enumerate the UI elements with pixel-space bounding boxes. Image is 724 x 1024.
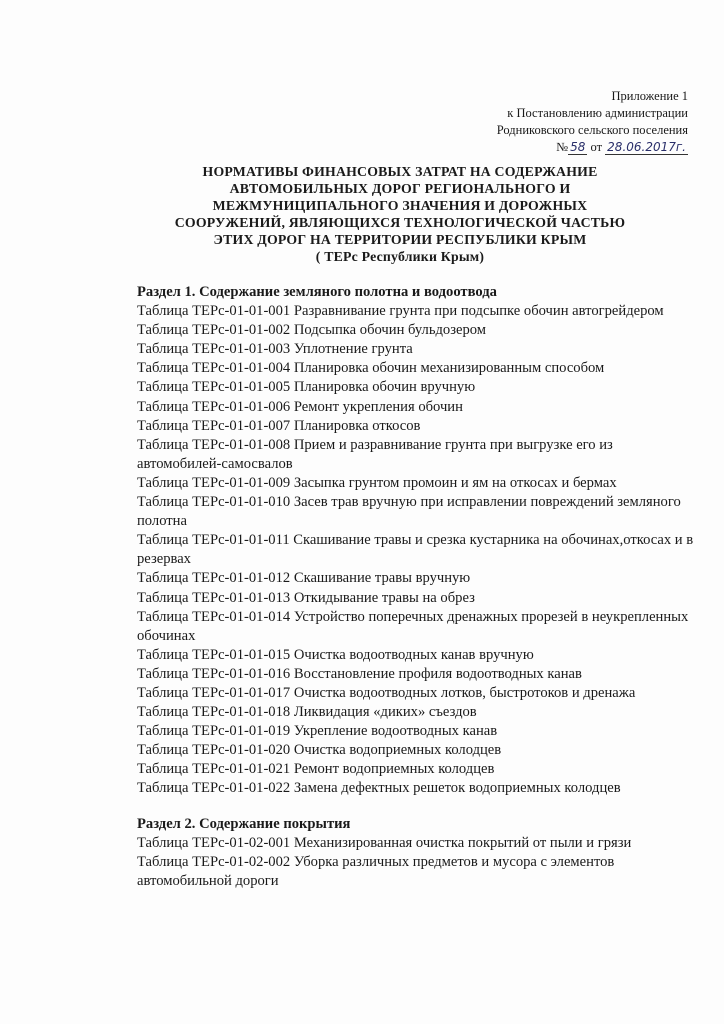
list-item: Таблица ТЕРс-01-01-019 Укрепление водоотводных канав	[137, 723, 498, 740]
list-item: Таблица ТЕРс-01-01-008 Прием и разравнивание грунта при выгрузке его из автомобилей-самосвалов	[137, 436, 613, 472]
list-item: Таблица ТЕРс-01-01-010 Засев трав вручную при исправлении повреждений земляного полотна	[137, 494, 681, 530]
document-title	[150, 163, 650, 265]
number-prefix: №	[556, 140, 569, 154]
appendix-block	[428, 88, 688, 156]
list-item: Таблица ТЕРс-01-02-002 Уборка различных предметов и мусора с элементов автомобильной дороги	[137, 853, 615, 889]
list-item: Таблица ТЕРс-01-01-014 Устройство поперечных дренажных прорезей в неукрепленных обочинах	[137, 608, 689, 644]
list-item: Таблица ТЕРс-01-01-020 Очистка водоприемных колодцев	[137, 742, 502, 759]
date-prefix: от	[590, 140, 603, 154]
section-spacer	[137, 799, 697, 815]
list-item: Таблица ТЕРс-01-01-009 Засыпка грунтом промоин и ям на откосах и бермах	[137, 474, 617, 491]
list-item: Таблица ТЕРс-01-01-003 Уплотнение грунта	[137, 341, 413, 358]
list-item: Таблица ТЕРс-01-01-012 Скашивание травы вручную	[137, 570, 471, 587]
handwritten-date: 28.06.2017г.	[607, 140, 686, 154]
list-item: Таблица ТЕРс-01-01-015 Очистка водоотводных канав вручную	[137, 646, 534, 663]
list-item: Таблица ТЕРс-01-01-001 Разравнивание грунта при подсыпке обочин автогрейдером	[137, 303, 664, 320]
list-item: Таблица ТЕРс-01-01-017 Очистка водоотводных лотков, быстротоков и дренажа	[137, 684, 636, 701]
handwritten-number: 58	[570, 140, 586, 154]
list-item: Таблица ТЕРс-01-01-011 Скашивание травы и срезка кустарника на обочинах,откосах и в резервах	[137, 532, 694, 568]
appendix-line-1: Приложение 1	[611, 89, 688, 103]
appendix-line-2: к Постановлению администрации	[507, 106, 688, 120]
section-1-list	[137, 302, 697, 798]
list-item: Таблица ТЕРс-01-02-001 Механизированная очистка покрытий от пыли и грязи	[137, 834, 632, 851]
document-body	[137, 283, 697, 891]
appendix-number-line	[428, 139, 688, 156]
list-item: Таблица ТЕРс-01-01-004 Планировка обочин механизированным способом	[137, 360, 605, 377]
section-1-title: Раздел 1. Содержание земляного полотна и водоотвода	[137, 284, 497, 300]
title-line: МЕЖМУНИЦИПАЛЬНОГО ЗНАЧЕНИЯ И ДОРОЖНЫХ	[212, 198, 588, 213]
appendix-line-3: Родниковского сельского поселения	[496, 123, 688, 137]
list-item: Таблица ТЕРс-01-01-018 Ликвидация «диких» съездов	[137, 704, 477, 721]
list-item: Таблица ТЕРс-01-01-021 Ремонт водоприемных колодцев	[137, 761, 495, 778]
title-line: ( ТЕРс Республики Крым)	[315, 249, 485, 264]
title-line: НОРМАТИВЫ ФИНАНСОВЫХ ЗАТРАТ НА СОДЕРЖАНИЕ	[202, 164, 598, 179]
title-line: АВТОМОБИЛЬНЫХ ДОРОГ РЕГИОНАЛЬНОГО И	[229, 181, 571, 196]
list-item: Таблица ТЕРс-01-01-002 Подсыпка обочин бульдозером	[137, 322, 487, 339]
section-2-list	[137, 834, 697, 891]
title-line: СООРУЖЕНИЙ, ЯВЛЯЮЩИХСЯ ТЕХНОЛОГИЧЕСКОЙ ЧАСТЬЮ	[174, 215, 626, 230]
section-2-title: Раздел 2. Содержание покрытия	[137, 815, 351, 832]
list-item: Таблица ТЕРс-01-01-022 Замена дефектных решеток водоприемных колодцев	[137, 780, 621, 797]
list-item: Таблица ТЕРс-01-01-016 Восстановление профиля водоотводных канав	[137, 665, 582, 682]
list-item: Таблица ТЕРс-01-01-013 Откидывание травы на обрез	[137, 589, 475, 606]
list-item: Таблица ТЕРс-01-01-005 Планировка обочин вручную	[137, 379, 476, 396]
list-item: Таблица ТЕРс-01-01-007 Планировка откосов	[137, 417, 421, 434]
title-line: ЭТИХ ДОРОГ НА ТЕРРИТОРИИ РЕСПУБЛИКИ КРЫМ	[213, 232, 587, 247]
list-item: Таблица ТЕРс-01-01-006 Ремонт укрепления обочин	[137, 398, 463, 415]
